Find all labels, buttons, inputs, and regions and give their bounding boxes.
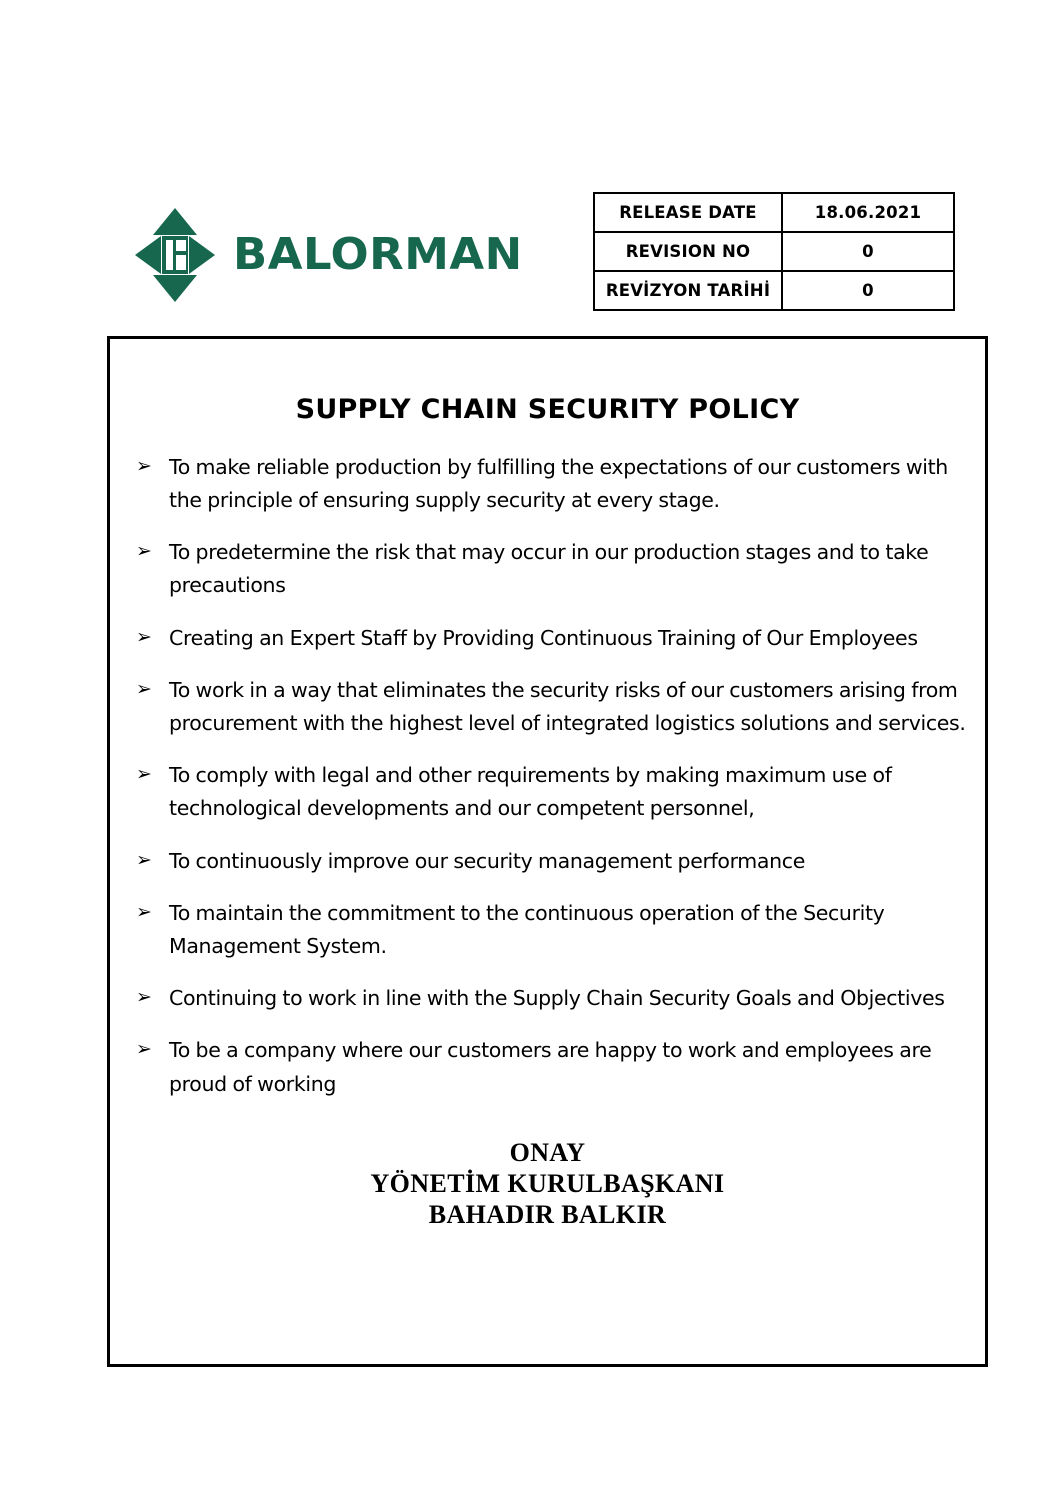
list-item-text: Continuing to work in line with the Supply Chain Security Goals and Objectives <box>169 986 945 1011</box>
list-item-text: Creating an Expert Staff by Providing Continuous Training of Our Employees <box>169 625 918 650</box>
list-item-text: To predetermine the risk that may occur in our production stages and to take precautions <box>169 540 929 598</box>
balorman-diamond-logo-icon <box>133 205 217 305</box>
arrowhead-bullet-icon: ➢ <box>136 625 152 648</box>
page-title: SUPPLY CHAIN SECURITY POLICY <box>295 394 800 425</box>
table-row <box>594 193 954 232</box>
arrowhead-bullet-icon: ➢ <box>136 986 152 1009</box>
table-row <box>594 271 954 310</box>
list-item-text: To maintain the commitment to the continuous operation of the Security Management System. <box>169 900 885 958</box>
list-item-text: To be a company where our customers are happy to work and employees are proud of working <box>169 1038 932 1096</box>
list-item <box>128 536 967 602</box>
list-item <box>128 1034 967 1100</box>
revision-no-label: REVISION NO <box>594 232 782 271</box>
arrowhead-bullet-icon: ➢ <box>136 454 152 477</box>
list-item-text: To continuously improve our security management performance <box>169 848 805 873</box>
table-row <box>594 232 954 271</box>
signature-approval-label: ONAY <box>509 1138 586 1167</box>
list-item-text: To make reliable production by fulfilling the expectations of our customers with the principle of ensuring supply security at every stage. <box>169 454 948 512</box>
revizyon-tarihi-label: REVİZYON TARİHİ <box>594 271 782 310</box>
approval-signature-block <box>110 1137 985 1231</box>
signature-title: YÖNETİM KURULBAŞKANI <box>370 1169 725 1199</box>
arrowhead-bullet-icon: ➢ <box>136 540 152 563</box>
release-date-label: RELEASE DATE <box>594 193 782 232</box>
list-item <box>128 897 967 963</box>
revision-info-table <box>593 192 955 311</box>
arrowhead-bullet-icon: ➢ <box>136 848 152 871</box>
revizyon-tarihi-value: 0 <box>782 271 954 310</box>
arrowhead-bullet-icon: ➢ <box>136 1038 152 1061</box>
list-item <box>128 622 967 655</box>
list-item-text: To work in a way that eliminates the security risks of our customers arising from procurement with the highest level of integrated logistics solutions and services. <box>169 677 966 735</box>
signature-name: BAHADIR BALKIR <box>428 1200 667 1230</box>
list-item <box>128 845 967 878</box>
revision-no-value: 0 <box>782 232 954 271</box>
policy-bullet-list <box>128 425 967 1101</box>
release-date-value: 18.06.2021 <box>782 193 954 232</box>
list-item <box>128 982 967 1015</box>
brand-wordmark: BALORMAN <box>233 229 523 280</box>
company-logo <box>133 205 523 305</box>
policy-content-box <box>107 336 988 1367</box>
list-item-text: To comply with legal and other requirements by making maximum use of technological developments and our competent personnel, <box>169 763 892 821</box>
list-item <box>128 759 967 825</box>
list-item <box>128 451 967 517</box>
list-item <box>128 674 967 740</box>
arrowhead-bullet-icon: ➢ <box>136 900 152 923</box>
document-header <box>0 0 1058 336</box>
arrowhead-bullet-icon: ➢ <box>136 763 152 786</box>
arrowhead-bullet-icon: ➢ <box>136 677 152 700</box>
